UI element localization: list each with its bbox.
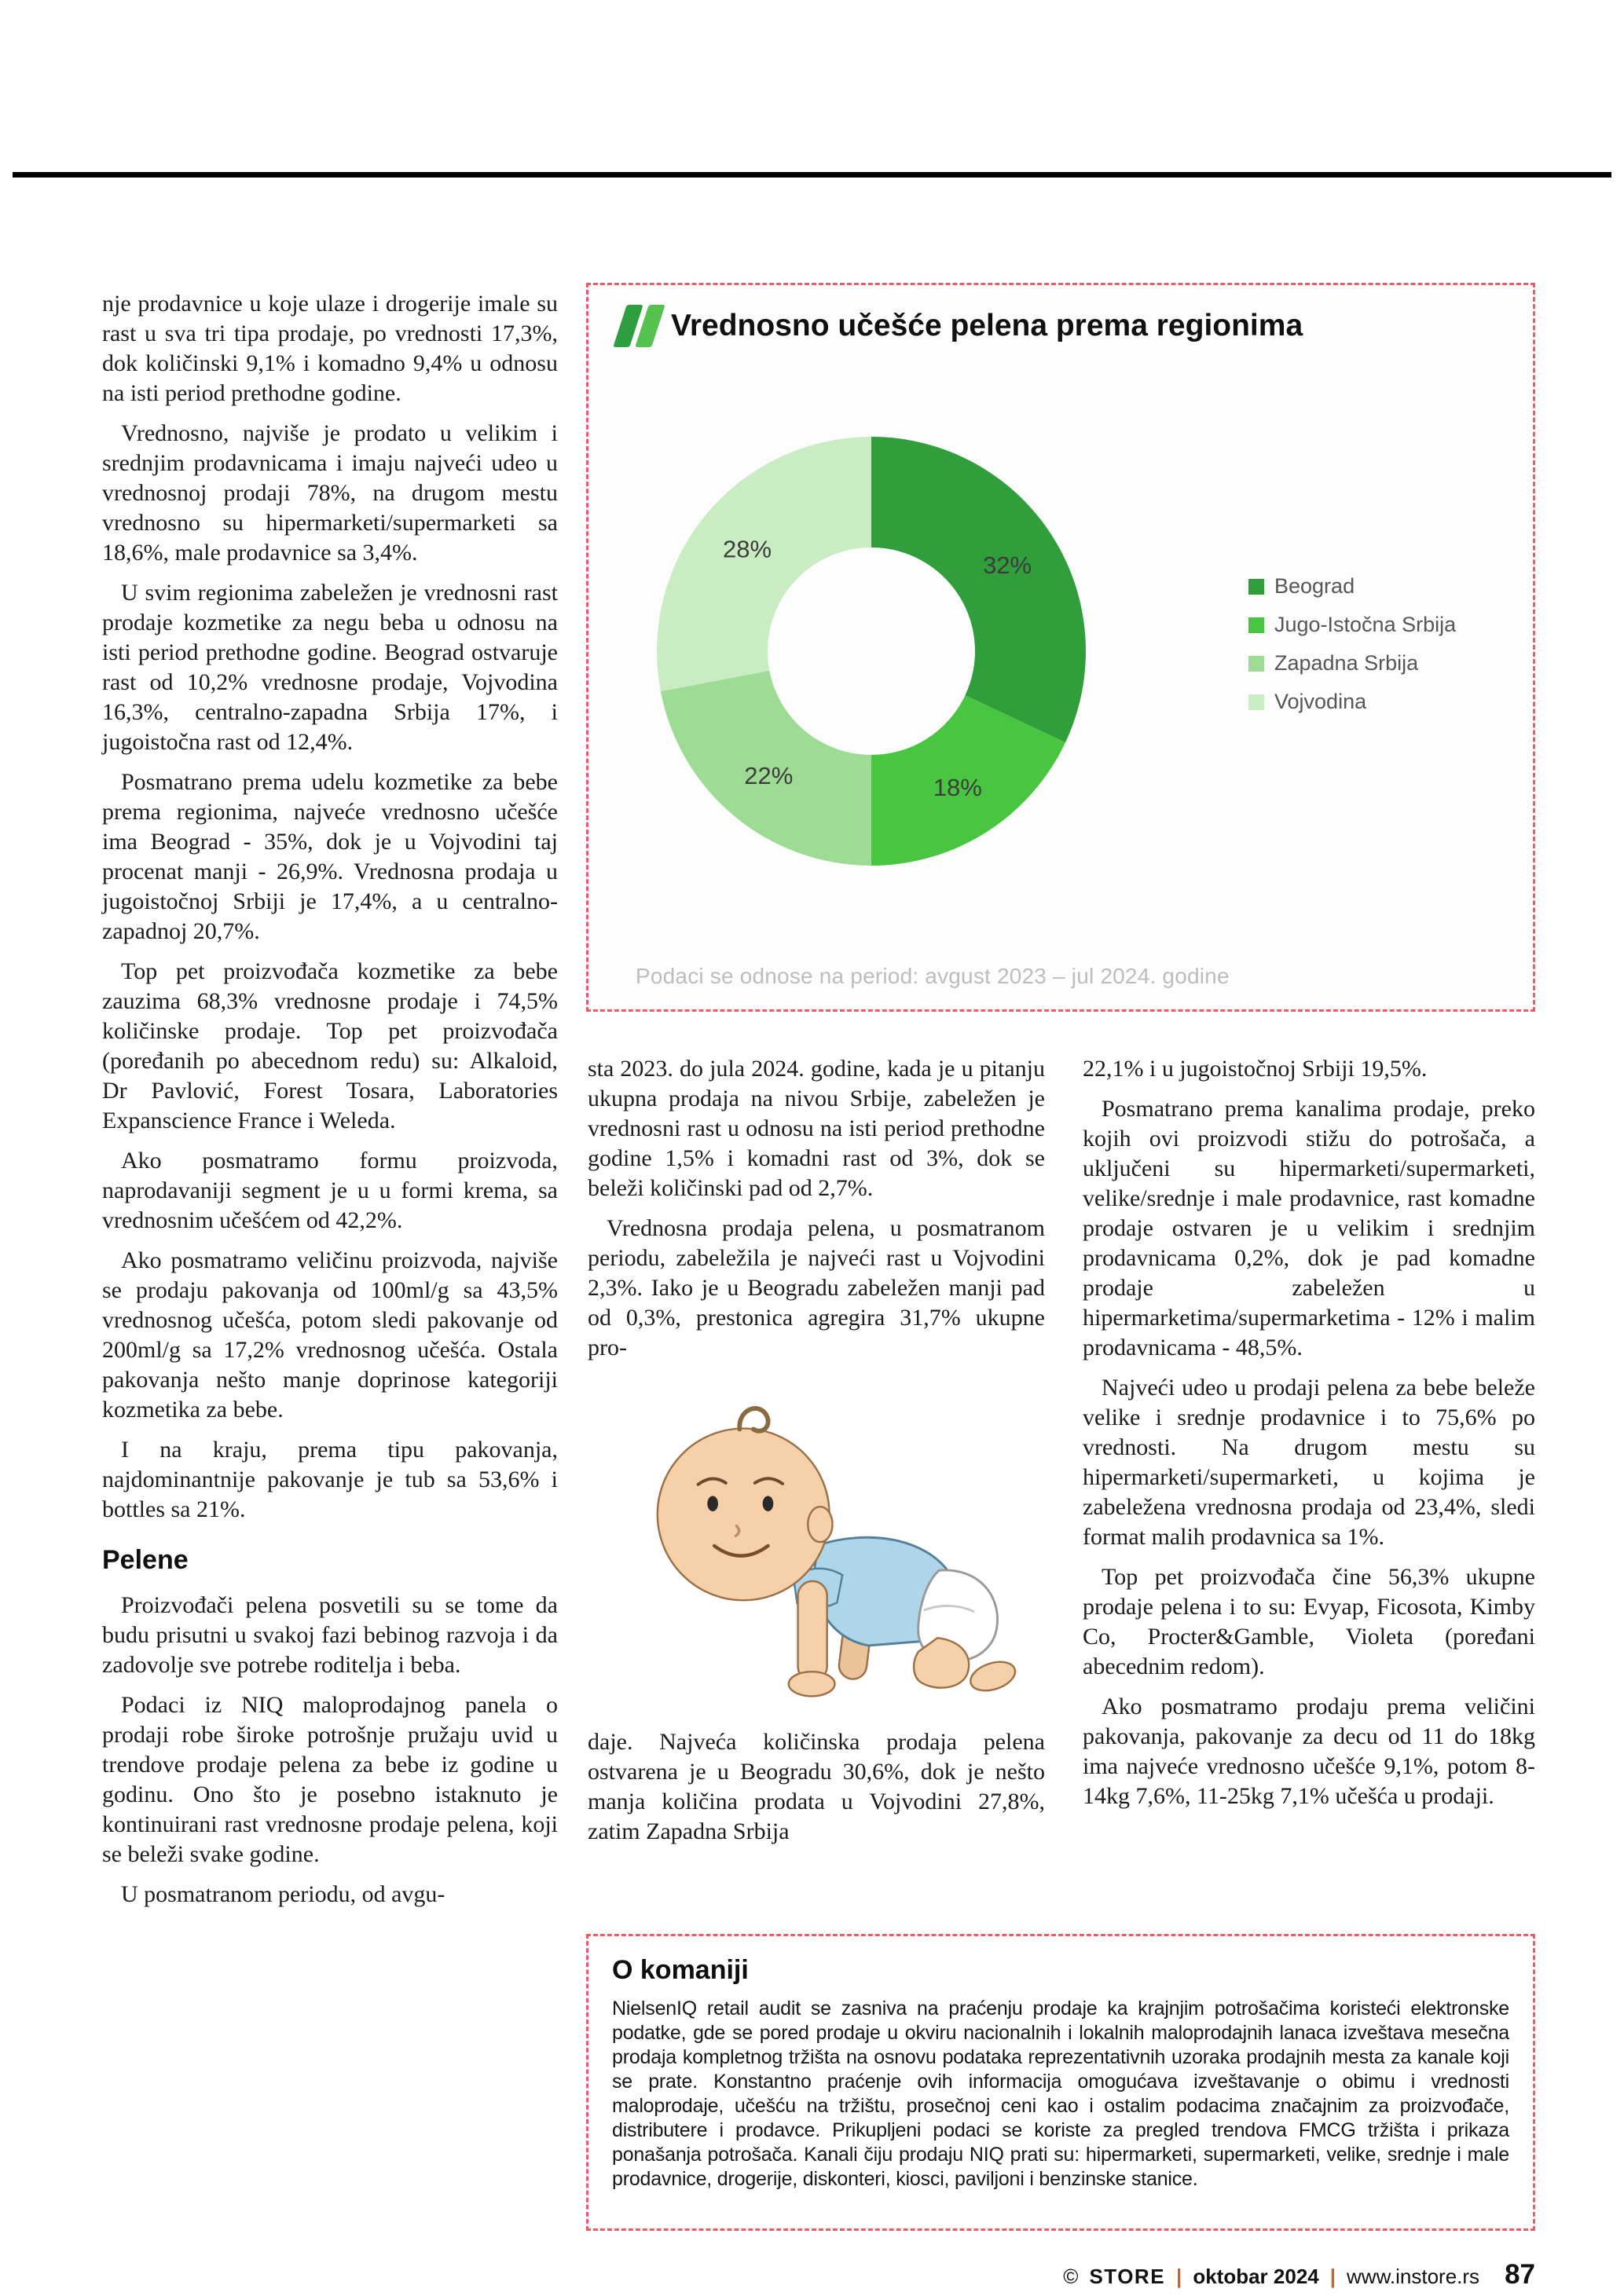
chart-legend <box>1248 574 1456 728</box>
body-paragraph: U posmatranom periodu, od avgu- <box>121 1881 445 1907</box>
body-paragraph: sta 2023. do jula 2024. godine, kada je u pitanju ukupna prodaja na nivou Srbije, zabeležen je vrednosni rast u odnosu na isti period prethodne godine 1,5% i komadni rast od 3%, dok se beleži količinski pad od 2,7%. <box>588 1056 1045 1201</box>
legend-label: Zapadna Srbija <box>1274 651 1419 675</box>
body-paragraph: I na kraju, prema tipu pakovanja, najdominantnije pakovanje je tub sa 53,6% i bottles sa 21%. <box>102 1437 558 1522</box>
niq-logo-icon <box>609 304 658 348</box>
body-paragraph: Ako posmatramo prodaju prema veličini pakovanja, pakovanje za decu od 11 do 18kg ima najveće vrednosno učešće 9,1%, potom 8-14kg 7,6%, 11-25kg 7,1% učešća u prodaji. <box>1083 1694 1535 1809</box>
body-paragraph: Ako posmatramo veličinu proizvoda, najviše se prodaju pakovanja od 100ml/g sa 43,5% vrednosnog učešća, potom sledi pakovanje od 200ml/g sa 17,2% vrednosnog učešća. Ostala pakovanja nešto manje doprinose kategoriji kozmetika za bebe. <box>102 1247 558 1423</box>
body-paragraph: Proizvođači pelena posvetili su se tome da budu prisutni u svakoj fazi bebinog razvoja i da zadovolje sve potrebe roditelja i beba. <box>102 1592 558 1678</box>
header-rule <box>13 172 1611 178</box>
legend-swatch-icon <box>1248 656 1264 672</box>
legend-item <box>1248 690 1456 714</box>
footer-website-link[interactable]: www.instore.rs <box>1347 2265 1480 2288</box>
legend-item <box>1248 574 1456 599</box>
body-paragraph: U svim regionima zabeležen je vrednosni rast prodaje kozmetike za negu beba u odnosu na isti period prethodne godine. Beograd ostvaruje rast od 10,2% vrednosne prodaje, Vojvodina 16,3%, centralno-zapadna Srbija 17%, i jugoistočna rast od 12,4%. <box>102 580 558 755</box>
body-paragraph: daje. Najveća količinska prodaja pelena ostvarena je u Beogradu 30,6%, dok je nešto manja količina prodata u Vojvodini 27,8%, zatim Zapadna Srbija <box>588 1729 1045 1844</box>
body-paragraph: nje prodavnice u koje ulaze i drogerije imale su rast u sva tri tipa prodaje, po vrednosti 17,3%, dok količinski 9,1% i komadno 9,4% u odnosu na isti period prethodne godine. <box>102 291 558 406</box>
about-box-body: NielsenIQ retail audit se zasniva na praćenju prodaje ka krajnjim potrošačima koristeći elektronske podatke, gde se pored prodaje u okviru nacionalnih i lokalnih maloprodajnih lanaca izveštava mesečna prodaja kompletnog tržišta na osnovu podataka reprezentativnih uzoraka prodajnih mesta za kanale koji se prate. Konstantno praćenje ovih informacija omogućava izveštavanje o obimu i vrednosti maloprodaje, učešću na tržištu, prosečnoj ceni kao i ostalim podacima značajnim za proizvođače, distributere i prodavce. Prikupljeni podaci se koriste za pregled trendova FMCG tržišta i prikaza ponašanja potrošača. Kanali čiju prodaju NIQ prati su: hipermarketi, supermarketi, velike, srednje i male prodavnice, drogerije, diskonteri, kiosci, paviljoni i benzinske stanice. <box>612 1998 1509 2190</box>
slice-value-label: 32% <box>983 551 1032 580</box>
body-paragraph: Top pet proizvođača čine 56,3% ukupne prodaje pelena i to su: Evyap, Ficosota, Kimby Co, Procter&Gamble, Violeta (poređani abecednim redom). <box>1083 1564 1535 1679</box>
chart-panel <box>586 283 1535 1012</box>
donut-slice-1 <box>871 437 1086 742</box>
body-paragraph: Posmatrano prema udelu kozmetike za bebe prema regionima, najveće vrednosno učešće ima Beograd - 35%, dok je u Vojvodini taj procenat manji - 26,9%. Vrednosna prodaja u jugoistočnoj Srbiji je 17,4%, a u centralno-zapadnoj 20,7%. <box>102 769 558 944</box>
footer-separator: | <box>1176 2265 1182 2288</box>
body-paragraph: Ako posmatramo formu proizvoda, naprodavaniji segment je u u formi krema, sa vrednosnim učešćem od 42,2%. <box>102 1148 558 1233</box>
legend-label: Vojvodina <box>1274 690 1367 713</box>
left-column <box>102 289 558 1920</box>
body-paragraph: Vrednosno, najviše je prodato u velikim i srednjim prodavnicama i imaju najveći udeo u vrednosnoj prodaji 78%, na drugom mestu vrednosno su hipermarketi/supermarketi sa 18,6%, male prodavnice sa 3,4%. <box>102 420 558 566</box>
legend-swatch-icon <box>1248 617 1264 633</box>
about-company-box <box>586 1934 1535 2231</box>
body-paragraph: Posmatrano prema kanalima prodaje, preko kojih ovi proizvodi stižu do potrošača, a uključeni su hipermarketi/supermarketi, velike/srednje i male prodavnice, rast komadne prodaje ostvaren je u velikim i srednjim prodavnicama 0,2%, dok je pad komadne prodaje zabeležen u hipermarketima/supermarketima - 12% i malim prodavnicama - 48,5%. <box>1083 1096 1535 1360</box>
body-paragraph: Podaci iz NIQ maloprodajnog panela o prodaji robe široke potrošnje pružaju uvid u trendove prodaje pelena za bebe iz godine u godinu. Ono što je posebno istaknuto je kontinuirani rast vrednosne prodaje pelena, koji se beleži svake godine. <box>102 1692 558 1867</box>
slice-value-label: 28% <box>723 535 772 563</box>
legend-item <box>1248 613 1456 637</box>
legend-swatch-icon <box>1248 694 1264 710</box>
legend-label: Jugo-Istočna Srbija <box>1274 613 1457 636</box>
footer-separator: | <box>1329 2265 1336 2288</box>
chart-caption: Podaci se odnose na period: avgust 2023 – jul 2024. godine <box>636 964 1230 988</box>
slice-value-label: 18% <box>933 774 982 802</box>
copyright-icon: © <box>1063 2265 1079 2288</box>
body-paragraph: Top pet proizvođača kozmetike za bebe zauzima 68,3% vrednosne prodaje i 74,5% količinske prodaje. Top pet proizvođača (poređanih po abecednom redu) su: Alkaloid, Dr Pavlović, Forest Tosara, Laboratories Expanscience France i Weleda. <box>102 958 558 1133</box>
footer-brand: STORE <box>1089 2265 1166 2288</box>
body-paragraph: 22,1% i u jugoistočnoj Srbiji 19,5%. <box>1083 1056 1428 1082</box>
section-heading-pelene: Pelene <box>102 1545 189 1575</box>
right-column <box>1083 1054 1535 1822</box>
footer-date: oktobar 2024 <box>1193 2265 1319 2288</box>
page-footer <box>1063 2259 1535 2291</box>
page-number: 87 <box>1505 2259 1535 2290</box>
baby-illustration <box>612 1380 1021 1718</box>
legend-label: Beograd <box>1274 574 1355 598</box>
donut-slice-4 <box>657 437 871 691</box>
slice-value-label: 22% <box>744 761 794 789</box>
body-paragraph: Najveći udeo u prodaji pelena za bebe beleže velike i srednje prodavnice i to 75,6% po vrednosti. Na drugom mestu su hipermarketi/supermarketi, u kojima je zabeležena vrednosna prodaja od 23,4%, sledi format malih prodavnica sa 1%. <box>1083 1375 1535 1550</box>
chart-header <box>609 304 1303 348</box>
about-box-title: O komaniji <box>612 1955 749 1985</box>
donut-chart <box>643 423 1099 879</box>
body-paragraph: Vrednosna prodaja pelena, u posmatranom periodu, zabeležila je najveći rast u Vojvodini 2,3%. Iako je u Beogradu zabeležen manji pad od 0,3%, prestonica agregira 31,7% ukupne pro- <box>588 1215 1045 1360</box>
legend-swatch-icon <box>1248 579 1264 595</box>
legend-item <box>1248 651 1456 676</box>
middle-column <box>588 1054 1045 1857</box>
chart-title: Vrednosno učešće pelena prema regionima <box>671 309 1303 342</box>
